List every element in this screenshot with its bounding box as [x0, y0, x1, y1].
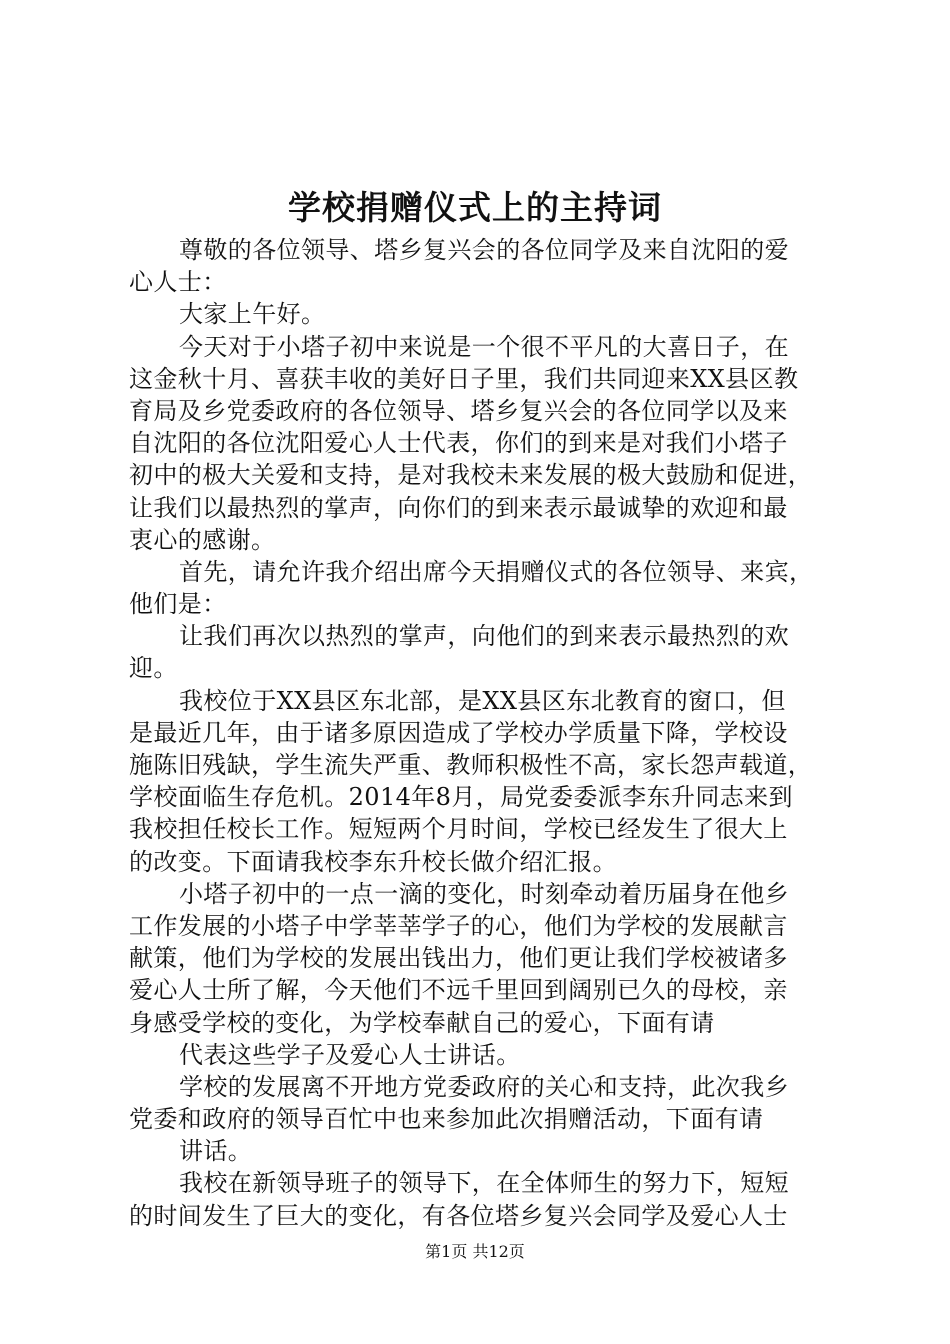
text-line: 自沈阳的各位沈阳爱心人士代表，你们的到来是对我们小塔子	[129, 429, 788, 458]
text-line: 让我们以最热烈的掌声，向你们的到来表示最诚挚的欢迎和最	[129, 493, 788, 522]
text-line: 身感受学校的变化，为学校奉献自己的爱心，下面有请	[129, 1008, 715, 1037]
text-line: 今天对于小塔子初中来说是一个很不平凡的大喜日子，在	[179, 332, 789, 361]
text-line: 我校位于XX县区东北部，是XX县区东北教育的窗口，但	[179, 686, 786, 715]
text-line: 党委和政府的领导百忙中也来参加此次捐赠活动，下面有请	[129, 1105, 764, 1134]
document-body	[129, 234, 834, 1232]
text-line: 心人士：	[129, 268, 227, 297]
text-line: 献策，他们为学校的发展出钱出力，他们更让我们学校被诸多	[129, 944, 788, 973]
text-line: 小塔子初中的一点一滴的变化，时刻牵动着历届身在他乡	[179, 879, 789, 908]
text-line: 工作发展的小塔子中学莘莘学子的心，他们为学校的发展献言	[129, 911, 788, 940]
document-title: 学校捐赠仪式上的主持词	[288, 188, 662, 227]
text-line: 的时间发生了巨大的变化，有各位塔乡复兴会同学及爱心人士	[129, 1201, 788, 1230]
text-line: 是最近几年，由于诸多原因造成了学校办学质量下降，学校设	[129, 718, 788, 747]
text-line: 学校面临生存危机。2014年8月，局党委委派李东升同志来到	[129, 783, 793, 812]
text-line: 大家上午好。	[179, 300, 326, 329]
text-line: 衷心的感谢。	[129, 525, 276, 554]
text-line: 他们是：	[129, 590, 227, 619]
text-line: 让我们再次以热烈的掌声，向他们的到来表示最热烈的欢	[179, 622, 789, 651]
text-line: 施陈旧残缺，学生流失严重、教师积极性不高，家长怨声载道，	[129, 751, 813, 779]
text-line: 这金秋十月、喜获丰收的美好日子里，我们共同迎来XX县区教	[129, 364, 799, 393]
text-line: 爱心人士所了解，今天他们不远千里回到阔别已久的母校，亲	[129, 976, 788, 1005]
text-line: 代表这些学子及爱心人士讲话。	[179, 1040, 521, 1069]
text-line: 初中的极大关爱和支持，是对我校未来发展的极大鼓励和促进，	[129, 461, 813, 490]
text-line: 育局及乡党委政府的各位领导、塔乡复兴会的各位同学以及来	[129, 396, 788, 425]
text-line: 讲话。	[179, 1137, 253, 1166]
text-line: 尊敬的各位领导、塔乡复兴会的各位同学及来自沈阳的爱	[179, 236, 789, 264]
text-line: 的改变。下面请我校李东升校长做介绍汇报。	[129, 847, 617, 876]
text-line: 我校担任校长工作。短短两个月时间，学校已经发生了很大上	[129, 815, 788, 844]
text-line: 学校的发展离不开地方党委政府的关心和支持，此次我乡	[179, 1072, 789, 1101]
text-line: 迎。	[129, 654, 178, 683]
text-line: 我校在新领导班子的领导下，在全体师生的努力下，短短	[179, 1169, 789, 1198]
page-footer: 第1页 共12页	[425, 1242, 525, 1261]
text-line: 首先，请允许我介绍出席今天捐赠仪式的各位领导、来宾，	[179, 557, 814, 586]
